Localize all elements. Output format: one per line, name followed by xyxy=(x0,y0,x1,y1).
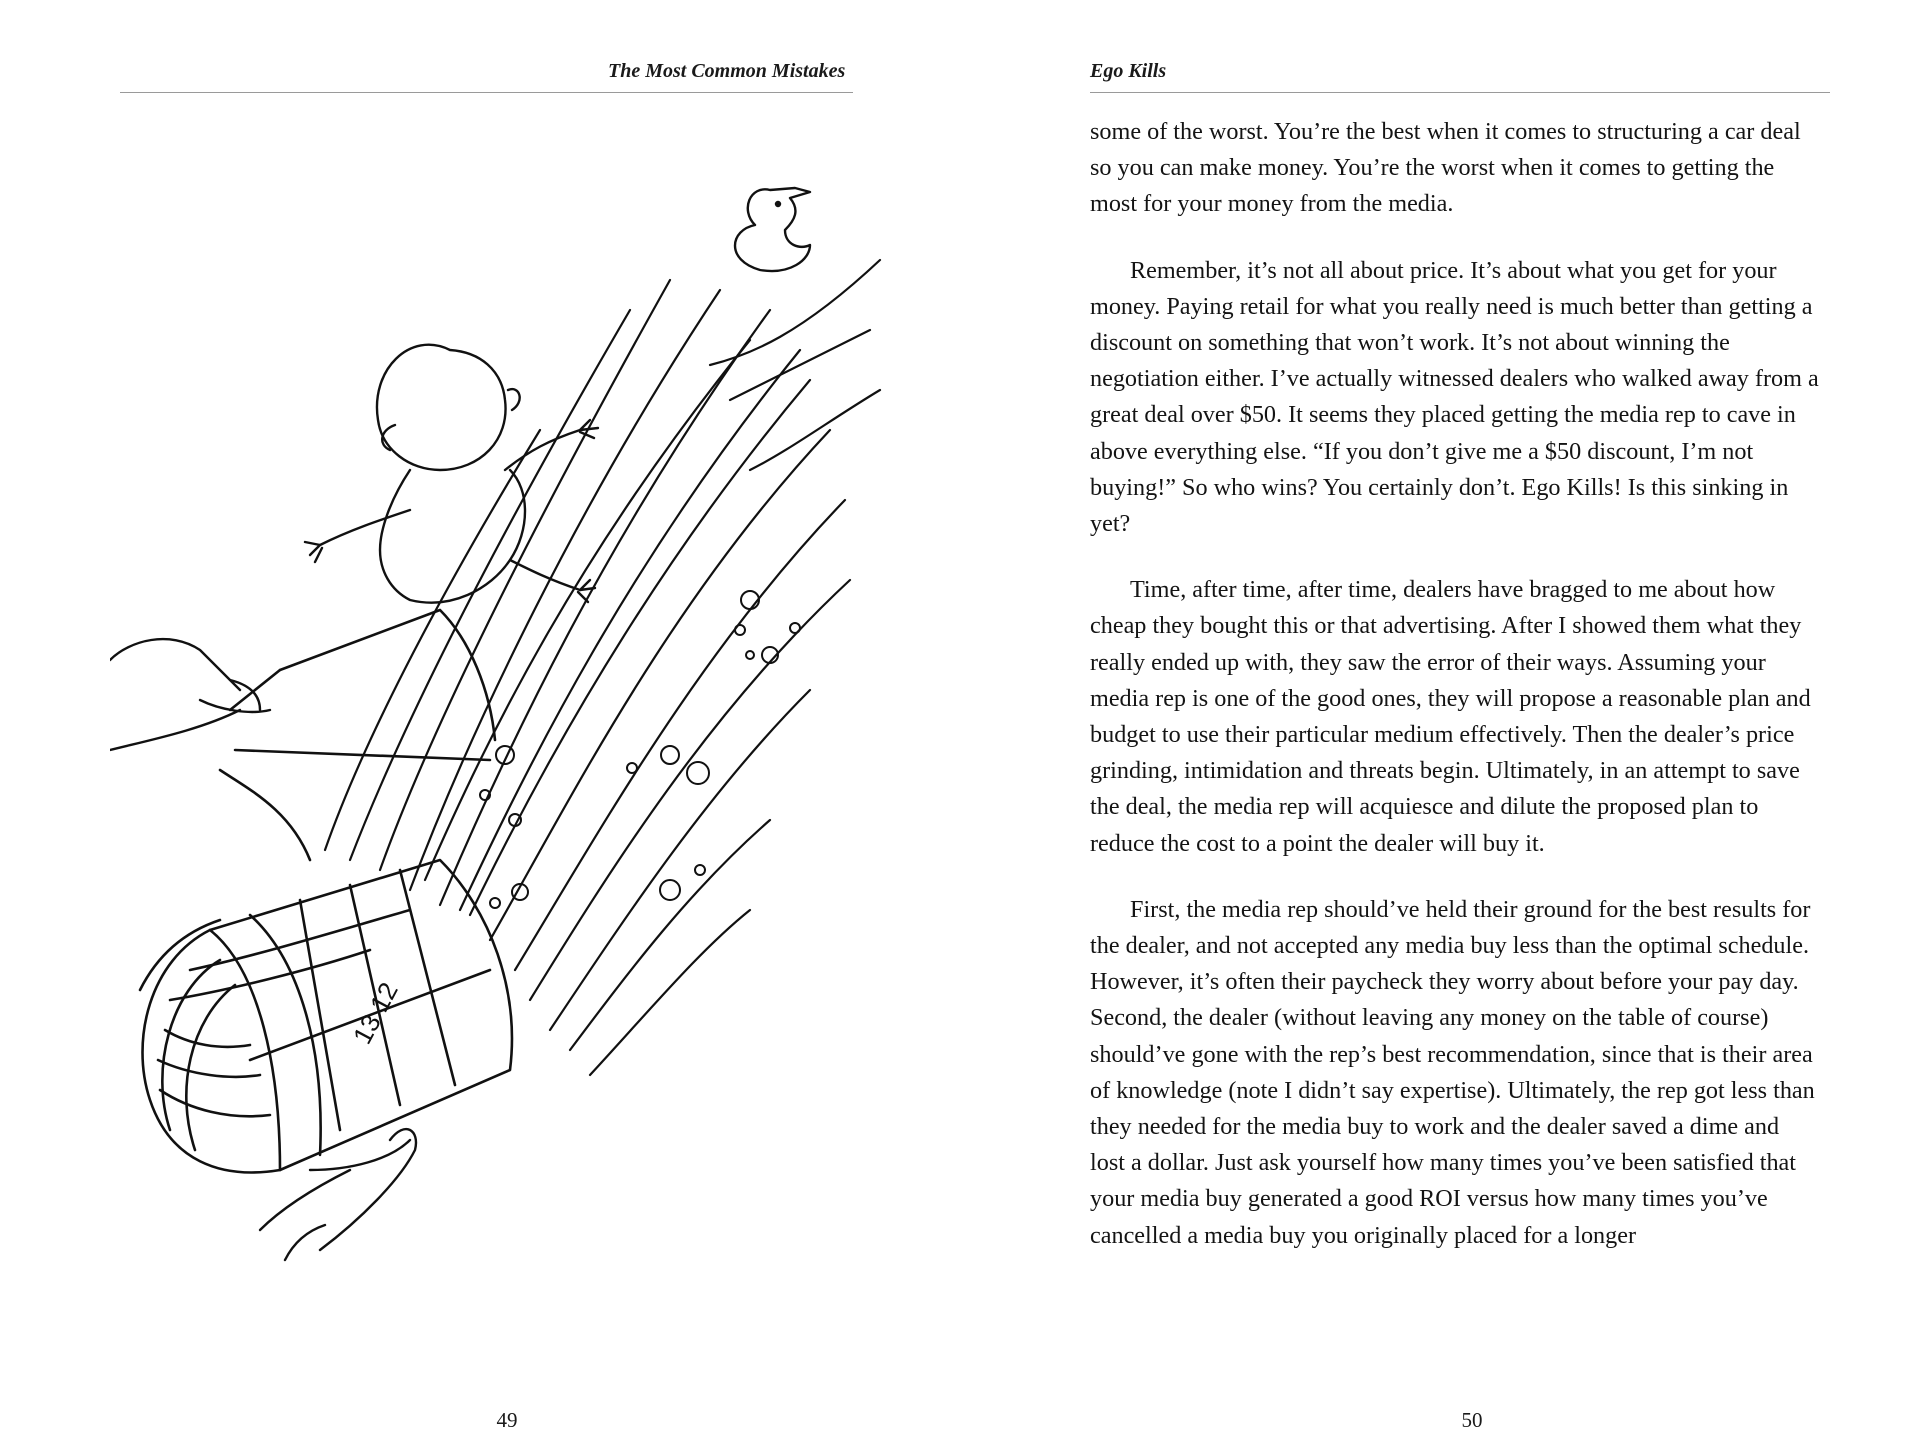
baby-barrel-illustration xyxy=(110,170,900,1330)
left-header-rule xyxy=(120,92,853,93)
body-text xyxy=(1090,114,1820,1284)
right-header-rule xyxy=(1090,92,1830,93)
right-running-head: Ego Kills xyxy=(1090,60,1167,82)
barrel xyxy=(140,610,512,1172)
rubber-duck xyxy=(735,188,810,271)
baby-figure xyxy=(305,345,598,603)
paragraph: First, the media rep should’ve held their ground for the best results for the dealer, and not accepted any media buy less than the optimal schedule. However, it’s often their paycheck they worry about before your pay day. Second, the dealer (without leaving any money on the table of course) should’ve gone with the rep’s best recommendation, since that is their area of knowledge (note I didn’t say expertise). Ultimately, the rep got less than they needed for the media buy to work and the dealer saved a dime and lost a dollar. Just ask yourself how many times you’ve been satisfied that your media buy generated a good ROI versus how many times you’ve cancelled a media buy you originally placed for a longer xyxy=(1090,895,1815,1249)
barrel-label: 13 12 xyxy=(346,977,404,1049)
water-splash xyxy=(325,260,880,1075)
paragraph: some of the worst. You’re the best when it comes to structuring a car deal so you can make money. You’re the worst when it comes to getting the most for your money from the media. xyxy=(1090,118,1801,218)
bubbles xyxy=(480,591,800,908)
paragraph: Time, after time, after time, dealers have bragged to me about how cheap they bought this or that advertising. After I showed them what they really ended up with, they saw the error of their ways. Assuming your media rep is one of the good ones, they will propose a reasonable plan and budget to use their particular medium effectively. Then the dealer’s price grinding, intimidation and threats begin. Ultimately, in an attempt to save the deal, the media rep will acquiesce and dilute the proposed plan to reduce the cost to a point the dealer will buy it. xyxy=(1090,576,1811,857)
paragraph: Remember, it’s not all about price. It’s about what you get for your money. Paying retail for what you really need is much better than getting a discount on something that won’t work. It’s not about winning the negotiation either. I’ve actually witnessed dealers who walked away from a great deal over $50. It seems they placed getting the media rep to cave in above everything else. “If you don’t give me a $50 discount, I’m not buying!” So who wins? You certainly don’t. Ego Kills! Is this sinking in yet? xyxy=(1090,256,1819,538)
left-page-number: 49 xyxy=(496,1408,518,1432)
right-page-number: 50 xyxy=(1461,1408,1483,1432)
left-running-head: The Most Common Mistakes xyxy=(608,60,846,82)
